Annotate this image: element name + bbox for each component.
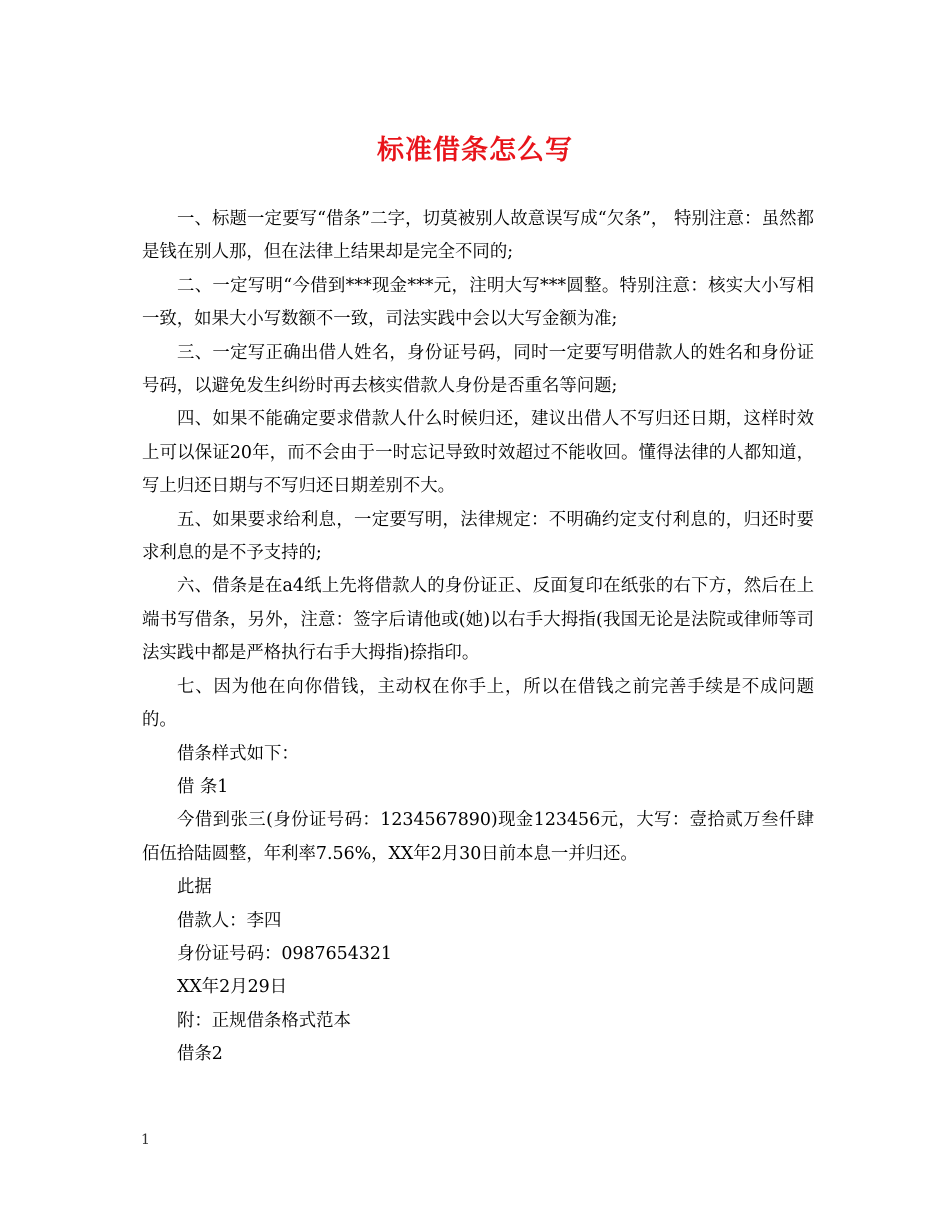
document-body [142,203,814,1072]
borrower-line: 借款人：李四 [177,910,282,931]
paragraph-5: 五、如果要求给利息，一定要写明，法律规定：不明确约定支付利息的，归还时要求利息的是不予支持的; [142,509,814,564]
sample-intro: 借条样式如下： [177,743,299,764]
paragraph-2: 二、一定写明“今借到***现金***元，注明大写***圆整。特别注意：核实大小写相一致，如果大小写数额不一致，司法实践中会以大写金额为准; [142,275,814,330]
document-title: 标准借条怎么写 [377,135,573,166]
paragraph-7: 七、因为他在向你借钱，主动权在你手上，所以在借钱之前完善手续是不成问题的。 [142,676,814,731]
paragraph-1: 一、标题一定要写“借条”二字，切莫被别人故意误写成“欠条”， 特别注意：虽然都是钱在别人那，但在法律上结果却是完全不同的; [142,209,814,263]
sample-closing: 此据 [177,877,212,898]
paragraph-3: 三、一定写正确出借人姓名，身份证号码，同时一定要写明借款人的姓名和身份证号码，以避免发生纠纷时再去核实借款人身份是否重名等问题; [142,342,814,397]
paragraph-6: 六、借条是在a4纸上先将借款人的身份证正、反面复印在纸张的右下方，然后在上端书写借条，另外，注意：签字后请他或(她)以右手大拇指(我国无论是法院或律师等司法实践中都是严格执行右手大拇指)捺指印。 [142,576,814,664]
id-number-line: 身份证号码：0987654321 [177,943,392,964]
appendix-line: 附：正规借条格式范本 [177,1010,351,1031]
page-number: 1 [141,1132,150,1148]
sample-body: 今借到张三(身份证号码：1234567890)现金123456元，大写：壹拾贰万叁仟肆佰伍拾陆圆整，年利率7.56%，XX年2月30日前本息一并归还。 [142,810,814,864]
date-line: XX年2月29日 [177,977,288,998]
sample2-title: 借条2 [177,1044,223,1065]
paragraph-4: 四、如果不能确定要求借款人什么时候归还，建议出借人不写归还日期，这样时效上可以保证20年，而不会由于一时忘记导致时效超过不能收回。懂得法律的人都知道，写上归还日期与不写归还日期差别不大。 [142,409,814,497]
sample-title: 借 条1 [177,776,229,797]
